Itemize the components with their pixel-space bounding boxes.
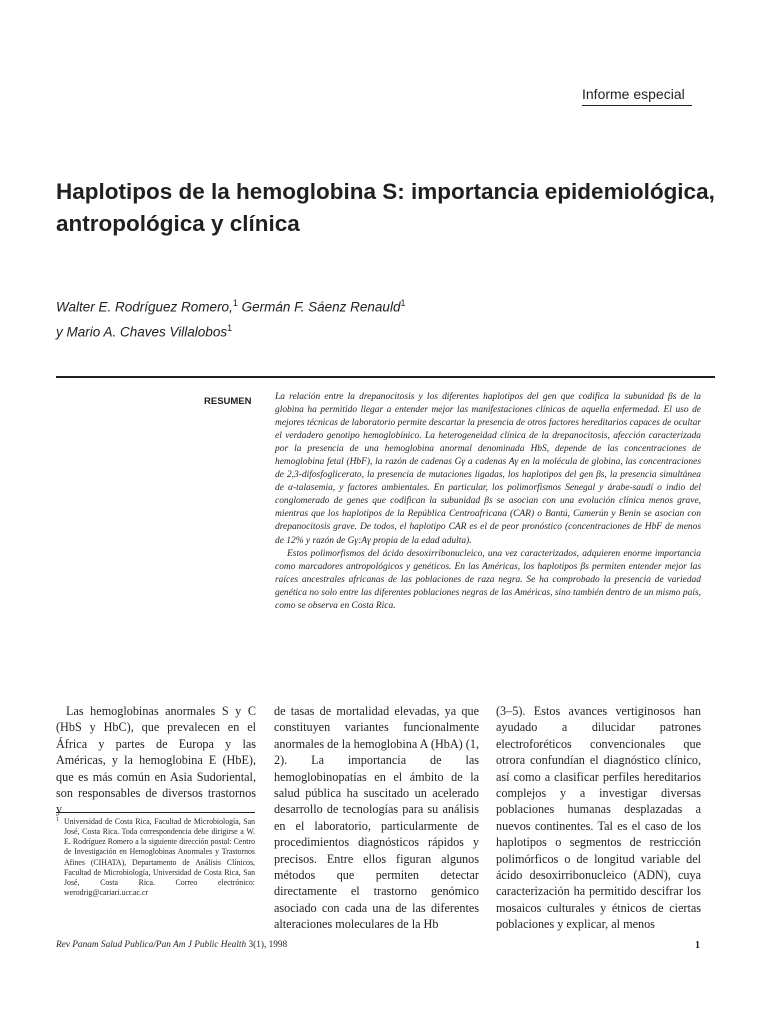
footnote [56,817,255,898]
journal-citation [56,940,287,950]
page-number: 1 [695,940,700,951]
author-3: y Mario A. Chaves Villalobos [56,324,228,339]
body-paragraph: (3–5). Estos avances vertiginosos han ayudado a dilucidar patrones electroforéticos convencionales que otrora confundían el diagnóstico clínico, así como a clasificar perfiles hereditarios complejos y a investigar diversas poblaciones humanas desplazadas a nuevos continentes. Tal es el caso de los haplotipos o segmentos de restricción polimórficos o de longitud variable del ácido desoxirribonucleico (ADN), cuya caracterización ha permitido descifrar los mosaicos culturales y étnicos de ciertas poblaciones y explicar, al menos [496,704,701,932]
author-1-affiliation: 1 [232,298,238,308]
footnote-number: 1 [56,817,59,823]
author-1: Walter E. Rodríguez Romero, [56,299,233,315]
author-3-affiliation: 1 [227,322,233,333]
footnote-rule [56,812,255,813]
header-rule [56,376,715,378]
authors [56,293,716,342]
abstract [275,391,701,613]
article-title: Haplotipos de la hemoglobina S: importancia epidemiológica, antropológica y clínica [56,179,715,236]
body-column-2 [274,703,479,933]
journal-volume: 3(1), 1998 [248,940,288,950]
body-column-1 [56,703,256,818]
body-column-3 [496,703,701,933]
abstract-label: RESUMEN [204,396,252,407]
abstract-paragraph-2: Estos polimorfismos del ácido desoxirribonucleico, una vez caracterizados, adquieren enorme importancia como marcadores antropológicos y genéticos. En las Américas, los haplotipos βs permiten entender mejor las raíces ancestrales africanas de las poblaciones de raza negra. Se ha comprobado la presencia de variedad genética no solo entre las diferentes poblaciones negras de las Américas, sino también dentro de un mismo país, como se observa en Costa Rica. [275,548,701,611]
author-2-affiliation: 1 [400,298,406,308]
abstract-paragraph-1: La relación entre la drepanocitosis y los diferentes haplotipos del gen que codifica la subunidad βs de la globina ha permitido llegar a entender mejor las manifestaciones clínicas de aquella enfermedad. El uso de mejores técnicas de laboratorio permite descartar la presencia de otros factores hereditarios capaces de ocultar el verdadero genotipo hemoglobínico. La heterogeneidad clínica de la drepanocitosis, afección caracterizada por la presencia de una hemoglobina anormal denominada HbS, depende de las concentraciones de hemoglobina fetal (HbF), la razón de cadenas Gγ a cadenas Aγ en la molécula de globina, las concentraciones de 2,3-difosfoglicerato, la presencia de mutaciones ligadas, los haplotipos del gen βs, la presencia simultánea de α-talasemia, y factores ambientales. En particular, los polimorfismos Senegal y árabe-saudí o indio del conglomerado de genes que codifican la subunidad βs se asocian con una evolución clínica menos grave, mientras que los haplotipos de la República Centroafricana (CAR) o Bantú, Camerún y Benin se asocian con drepanocitosis grave. De todos, el haplotipo CAR es el de peor pronóstico (concentraciones de HbF de menos de 12% y razón de Gγ:Aγ propia de la edad adulta). [275,392,701,546]
journal-name: Rev Panam Salud Publica/Pan Am J Public Health [56,940,247,950]
body-paragraph: de tasas de mortalidad elevadas, ya que constituyen variantes funcionalmente anormales de la hemoglobina A (HbA) (1, 2). La importancia de las hemoglobinopatías en el ámbito de la salud pública ha suscitado un acelerado desarrollo de tecnologías para su análisis en el laboratorio, particularmente de procedimientos diagnósticos rápidos y precisos. Entre ellos figuran algunos métodos que permiten detectar directamente el trastorno genómico asociado con cada una de las diferentes alteraciones moleculares de la Hb [274,704,479,932]
author-2: Germán F. Sáenz Renauld [241,299,401,315]
footnote-text: Universidad de Costa Rica, Facultad de Microbiología, San José, Costa Rica. Toda correspondencia debe dirigirse a W. E. Rodríguez Romero a la siguiente dirección postal: Centro de Investigación en Hemoglobinas Anormales y Trastornos Afines (CIHATA), Departamento de Análisis Clínicos, Facultad de Microbiología, Universidad de Costa Rica, San José, Costa Rica. Correo electrónico: werodrig@cariari.ucr.ac.cr [64,817,255,898]
body-paragraph: Las hemoglobinas anormales S y C (HbS y HbC), que prevalecen en el África y partes de Europa y las Américas, y la hemoglobina E (HbE), que es más común en Asia Sudoriental, son responsables de diversos trastornos y [56,704,256,817]
section-label: Informe especial [582,86,692,106]
